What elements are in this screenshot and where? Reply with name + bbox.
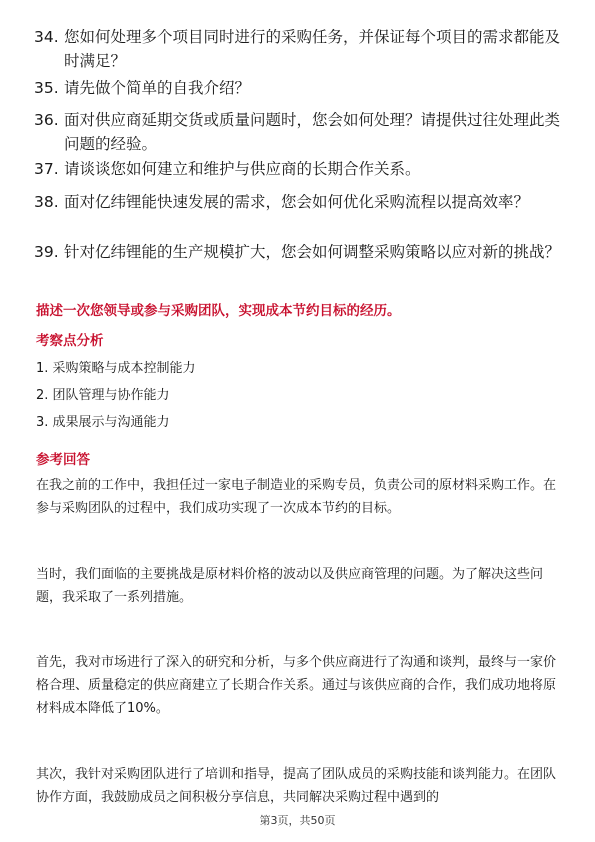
analysis-item: 1. 采购策略与成本控制能力 [36,361,196,376]
question-text: 请先做个简单的自我介绍？ [64,79,251,97]
question-text: 您如何处理多个项目同时进行的采购任务，并保证每个项目的需求都能及时满足？ [64,28,561,70]
answer-paragraph: 在我之前的工作中，我担任过一家电子制造业的采购专员，负责公司的原材料采购工作。在参与采购团队的过程中，我们成功实现了一次成本节约的目标。 [36,478,557,516]
question-text: 针对亿纬锂能的生产规模扩大，您会如何调整采购策略以应对新的挑战？ [64,243,561,261]
question-number: 37. [34,160,59,178]
question-35 [34,76,564,100]
question-text: 请谈谈您如何建立和维护与供应商的长期合作关系。 [64,160,421,178]
question-number: 38. [34,193,59,211]
question-37 [34,157,564,181]
question-39 [34,240,564,264]
answer-paragraph: 其次，我针对采购团队进行了培训和指导，提高了团队成员的采购技能和谈判能力。在团队协作方面，我鼓励成员之间积极分享信息，共同解决采购过程中遇到的 [36,767,557,805]
answer-heading: 参考回答 [36,452,90,468]
highlight-question: 描述一次您领导或参与采购团队，实现成本节约目标的经历。 [36,303,401,319]
question-text: 面对亿纬锂能快速发展的需求，您会如何优化采购流程以提高效率？ [64,193,530,211]
analysis-heading: 考察点分析 [36,333,104,349]
question-number: 34. [34,28,59,46]
question-36 [34,108,564,156]
question-34 [34,25,564,73]
question-text: 面对供应商延期交货或质量问题时，您会如何处理？请提供过往处理此类问题的经验。 [64,111,561,153]
analysis-item: 3. 成果展示与沟通能力 [36,415,170,430]
question-38 [34,190,564,214]
answer-paragraph: 当时，我们面临的主要挑战是原材料价格的波动以及供应商管理的问题。为了解决这些问题，我采取了一系列措施。 [36,567,544,605]
question-number: 39. [34,243,59,261]
answer-paragraph: 首先，我对市场进行了深入的研究和分析，与多个供应商进行了沟通和谈判，最终与一家价格合理、质量稳定的供应商建立了长期合作关系。通过与该供应商的合作，我们成功地将原材料成本降低了10%。 [36,655,557,716]
analysis-item: 2. 团队管理与协作能力 [36,388,170,403]
question-number: 36. [34,111,59,129]
question-number: 35. [34,79,59,97]
page-footer: 第3页，共50页 [259,814,336,827]
